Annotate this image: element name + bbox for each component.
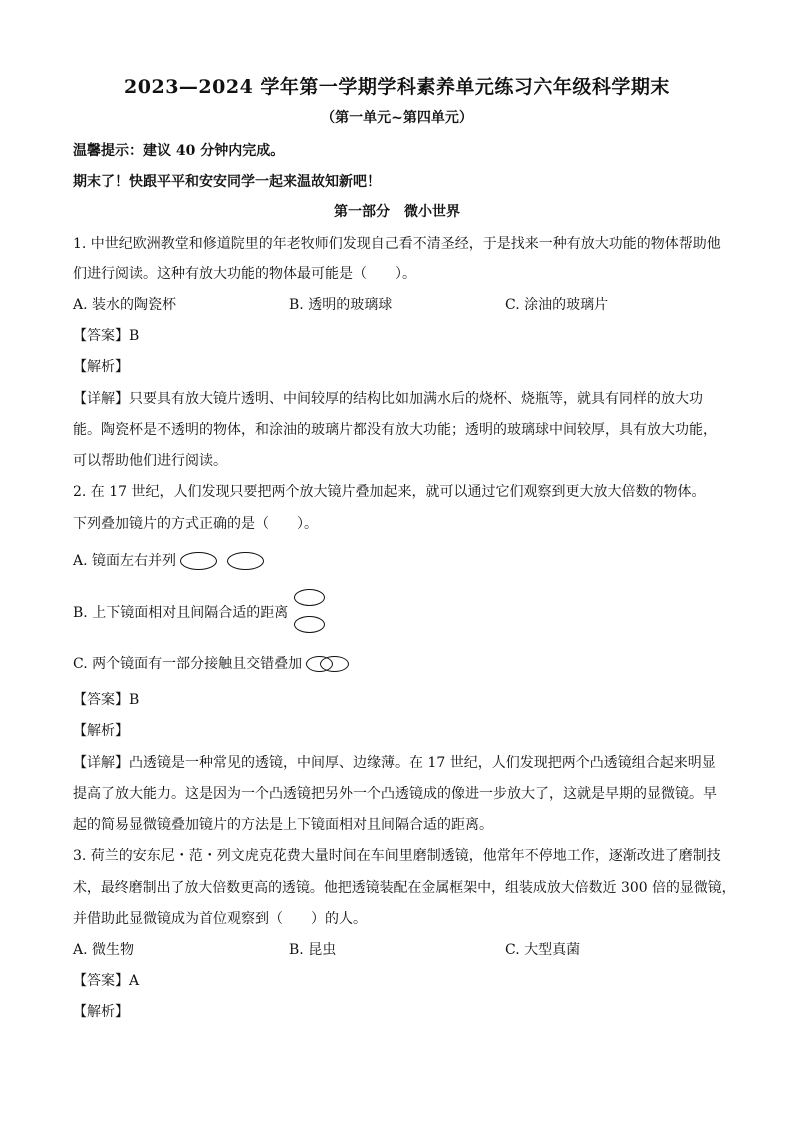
q1-stem-line2: 们进行阅读。这种有放大功能的物体最可能是（ ）。: [73, 266, 416, 282]
q2-option-c: C. 两个镜面有一部分接触且交错叠加: [73, 656, 303, 672]
q3-analysis: 【解析】: [73, 1004, 129, 1020]
q2-stem-line1: 2. 在 17 世纪，人们发现只要把两个放大镜片叠加起来，就可以通过它们观察到更大放大倍数的物体。: [73, 484, 706, 500]
q1-analysis: 【解析】: [73, 359, 129, 375]
lens-ellipse-icon: [227, 552, 264, 570]
q3-option-c: C. 大型真菌: [505, 942, 581, 958]
q3-stem-line3: 并借助此显微镜成为首位观察到（ ）的人。: [73, 911, 367, 927]
q2-stem-line2: 下列叠加镜片的方式正确的是（ ）。: [73, 516, 318, 532]
q2-option-b: B. 上下镜面相对且间隔合适的距离: [73, 605, 289, 621]
greeting-text: 期末了！快跟平平和安安同学一起来温故知新吧！: [73, 174, 381, 190]
page-subtitle: （第一单元~第四单元）: [321, 110, 473, 126]
q3-stem-line2: 术，最终磨制出了放大倍数更高的透镜。他把透镜装配在金属框架中，组装成放大倍数近 300 倍的显微镜，: [73, 880, 736, 896]
q3-option-b: B. 昆虫: [289, 942, 337, 958]
q3-answer: 【答案】A: [73, 973, 140, 989]
lens-ellipse-icon: [294, 616, 325, 633]
q3-option-a: A. 微生物: [73, 942, 135, 958]
section-heading: 第一部分 微小世界: [334, 204, 460, 220]
q2-answer: 【答案】B: [73, 692, 140, 708]
q1-answer: 【答案】B: [73, 328, 140, 344]
q1-option-a: A. 装水的陶瓷杯: [73, 297, 177, 313]
q2-detail-line2: 提高了放大能力。这是因为一个凸透镜把另外一个凸透镜成的像进一步放大了，这就是早期的显微镜。早: [73, 786, 717, 802]
lens-ellipse-icon: [320, 656, 349, 672]
lens-ellipse-icon: [180, 552, 217, 570]
q1-option-b: B. 透明的玻璃球: [289, 297, 393, 313]
q1-option-c: C. 涂油的玻璃片: [505, 297, 609, 313]
q2-detail-line3: 起的简易显微镜叠加镜片的方法是上下镜面相对且间隔合适的距离。: [73, 817, 493, 833]
q2-detail-line1: 【详解】凸透镜是一种常见的透镜，中间厚、边缘薄。在 17 世纪，人们发现把两个凸透镜组合起来明显: [73, 755, 716, 771]
lens-ellipse-icon: [294, 589, 325, 606]
q3-stem-line1: 3. 荷兰的安东尼・范・列文虎克花费大量时间在车间里磨制透镜，他常年不停地工作，逐渐改进了磨制技: [73, 848, 721, 864]
page-title: 2023—2024 学年第一学期学科素养单元练习六年级科学期末: [124, 76, 670, 98]
q1-detail-line2: 能。陶瓷杯是不透明的物体，和涂油的玻璃片都没有放大功能；透明的玻璃球中间较厚，具有放大功能，: [73, 422, 717, 438]
q2-analysis: 【解析】: [73, 723, 129, 739]
q1-detail-line1: 【详解】只要具有放大镜片透明、中间较厚的结构比如加满水后的烧杯、烧瓶等，就具有同样的放大功: [73, 391, 703, 407]
q2-option-a: A. 镜面左右并列: [73, 553, 177, 569]
q1-stem-line1: 1. 中世纪欧洲教堂和修道院里的年老牧师们发现自己看不清圣经，于是找来一种有放大功能的物体帮助他: [73, 236, 721, 252]
q1-detail-line3: 可以帮助他们进行阅读。: [73, 453, 227, 469]
tip-text: 温馨提示：建议 40 分钟内完成。: [73, 143, 285, 159]
